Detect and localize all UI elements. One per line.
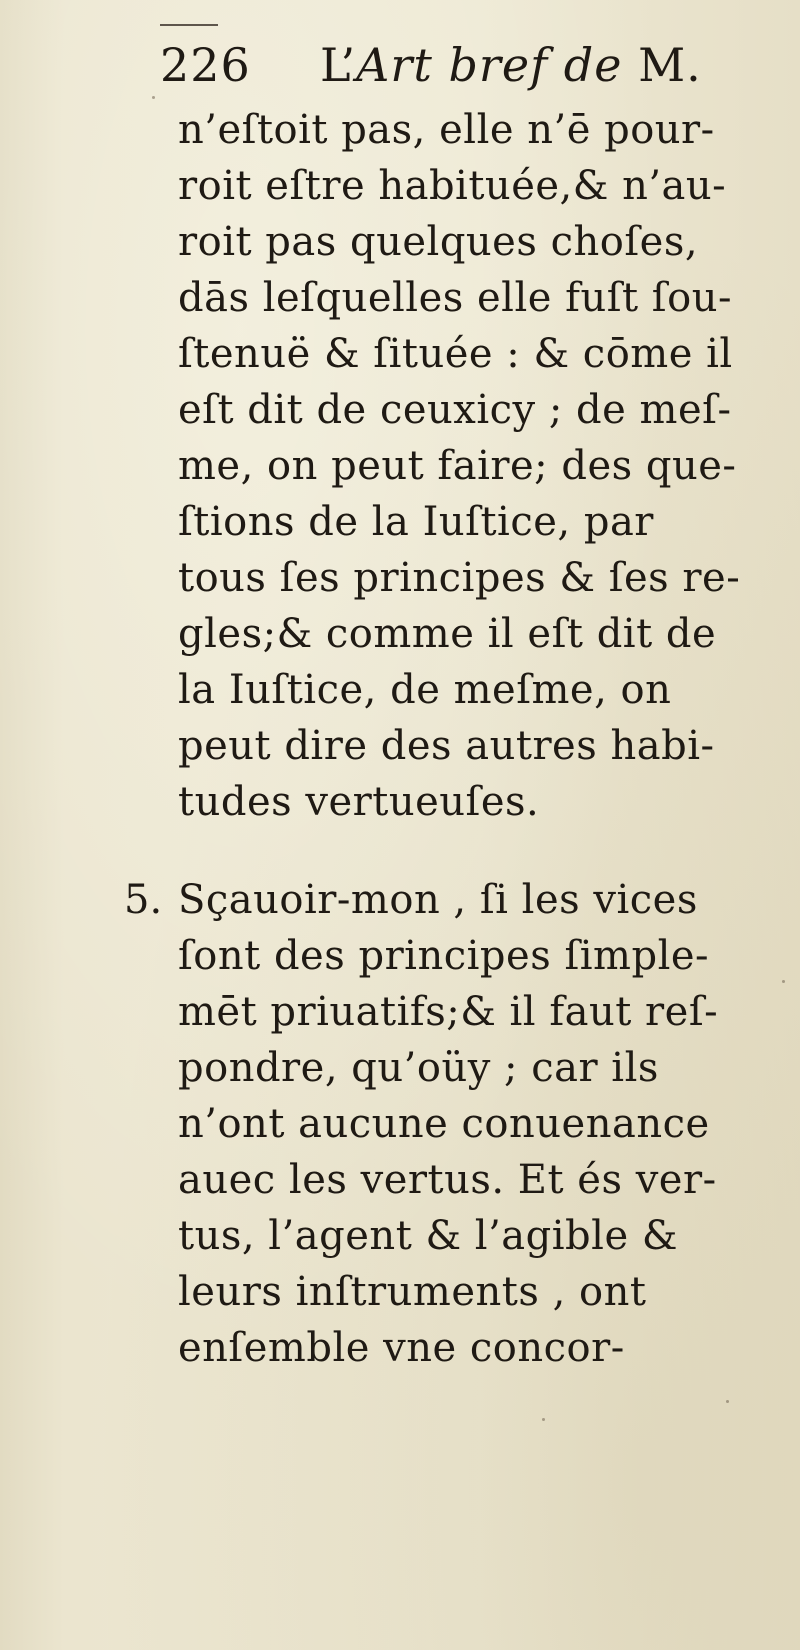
text-line: tous ſes principes & ſes re- [178, 555, 741, 601]
text-line: auec les vertus. Et és ver- [178, 1157, 717, 1203]
page-header [160, 30, 760, 100]
text-line: dās leſquelles elle fuſt ſou- [178, 275, 732, 321]
paper-speck [542, 1418, 545, 1421]
text-line: enſemble vne concor- [178, 1325, 625, 1371]
text-line: leurs inſtruments , ont [178, 1269, 647, 1315]
text-line: pondre, qu’oüy ; car ils [178, 1045, 659, 1091]
text-line: Sçauoir-mon , ſi les vices [178, 877, 698, 923]
page-number: 226 [160, 38, 251, 92]
text-line: ſtenuë & ſituée : & cōme il [178, 331, 733, 377]
text-line: ſont des principes ſimple- [178, 933, 710, 979]
text-line: la Iuſtice, de meſme, on [178, 667, 672, 713]
text-line: eſt dit de ceuxicy ; de meſ- [178, 387, 732, 433]
text-line: roit eſtre habituée,& n’au- [178, 163, 727, 209]
text-line: roit pas quelques choſes, [178, 219, 699, 265]
text-line: n’eſtoit pas, elle n’ē pour- [178, 107, 715, 153]
text-line: ſtions de la Iuſtice, par [178, 499, 654, 545]
running-head [320, 30, 702, 100]
paper-speck [152, 96, 155, 99]
text-line: tus, l’agent & l’agible & [178, 1213, 678, 1259]
paper-speck [782, 980, 785, 983]
text-line: mēt priuatifs;& il faut reſ- [178, 989, 719, 1035]
text-line: peut dire des autres habi- [178, 723, 715, 769]
text-line: n’ont aucune conuenance [178, 1101, 710, 1147]
running-head-prefix: L’ [320, 38, 357, 92]
paper-speck [726, 1400, 729, 1403]
text-line: me, on peut faire; des que- [178, 443, 737, 489]
text-line: gles;& comme il eſt dit de [178, 611, 717, 657]
text-line: tudes vertueuſes. [178, 779, 540, 825]
running-head-suffix: M. [638, 38, 702, 92]
running-head-title: Art bref de [356, 38, 623, 92]
margin-paragraph-number: 5. [124, 877, 163, 923]
header-rule [160, 24, 218, 26]
